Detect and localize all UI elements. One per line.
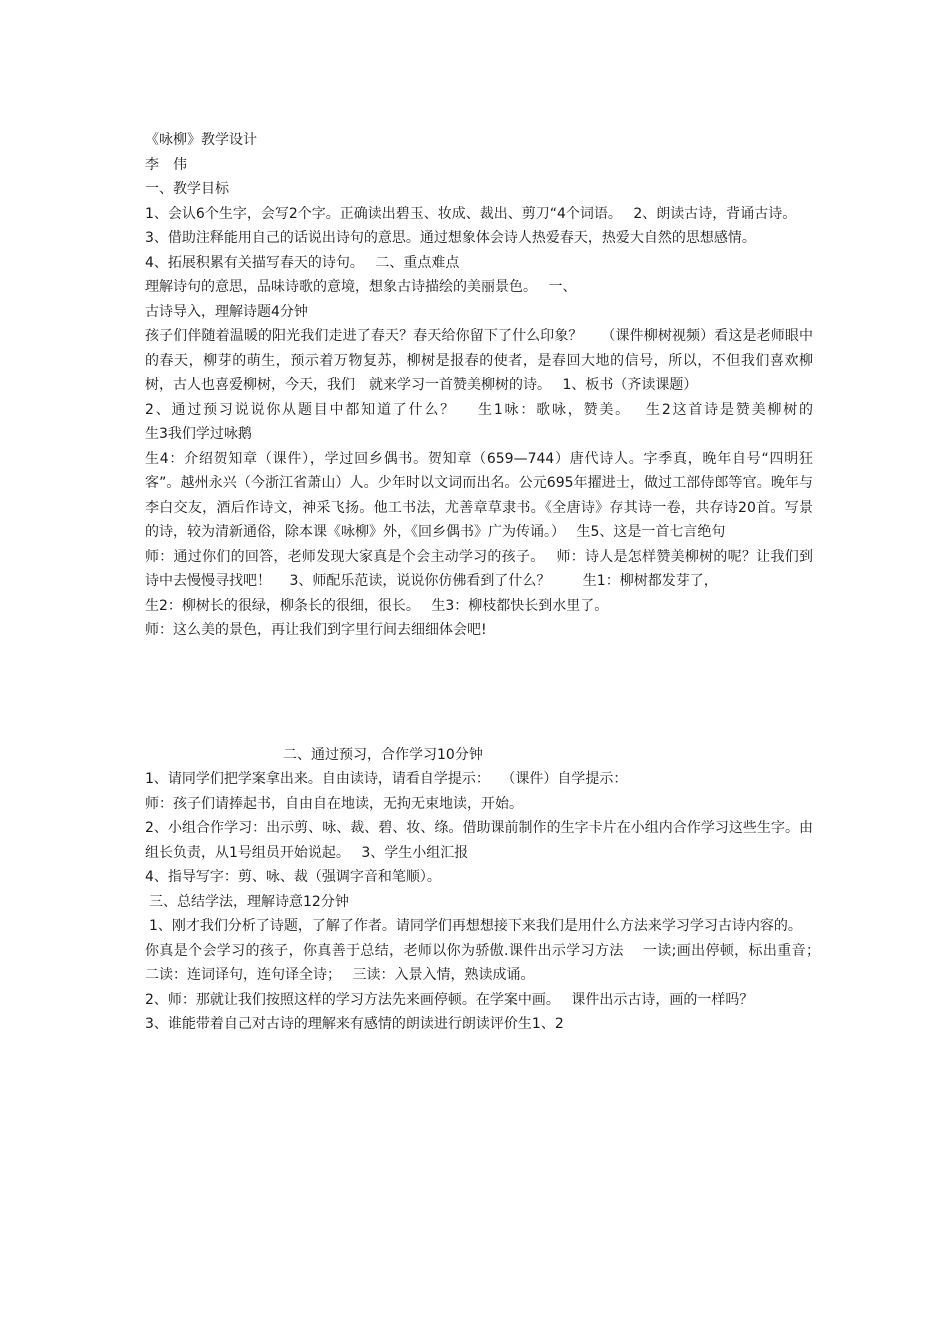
goal-1-2: 1、会认6个生字，会写2个字。正确读出碧玉、妆成、裁出、剪刀“4个词语。 2、朗读古诗，背诵古诗。 xyxy=(145,205,797,222)
writing-guide: 4、指导写字：剪、咏、裁（强调字音和笔顺）。 xyxy=(145,869,441,885)
goal-3: 3、借助注释能用自己的话说出诗句的意思。通过想象体会诗人热爱春天，热爱大自然的思想感情。 xyxy=(145,230,756,246)
key-points-text: 理解诗句的意思，品味诗歌的意境，想象古诗描绘的美丽景色。 一、 xyxy=(145,279,577,295)
self-study-prompt: 1、请同学们把学案拿出来。自由读诗，请看自学提示： （课件）自学提示： xyxy=(145,771,628,787)
section-two-heading: 二、通过预习，合作学习10分钟 xyxy=(283,746,483,763)
section-three-heading: 三、总结学法，理解诗意12分钟 xyxy=(149,893,349,910)
method-summary: 你真是个会学习的孩子，你真善于总结，老师以你为骄傲.课件出示学习方法 一读;画出停顿，标出重音； 二读：连词译句，连句译全诗； 三读：入景入情，熟读成诵。 xyxy=(145,942,832,983)
teacher-transition: 师：这么美的景色，再让我们到字里行间去细细体会吧! xyxy=(145,622,487,638)
pause-marking: 2、师：那就让我们按照这样的学习方法先来画停顿。在学案中画。 课件出示古诗，画的一样吗？ xyxy=(145,991,754,1008)
doc-title: 《咏柳》教学设计 xyxy=(145,132,257,148)
author-intro: 生4：介绍贺知章（课件），学过回乡偶书。贺知章（659—744）唐代诗人。字季真，晚年自号“四明狂客”。越州永兴（今浙江省萧山）人。少年时以文词而出名。公元695年擢进士，做过工部侍郎等官。晚年与李白交友，酒后作诗文，神采飞扬。他工书法，尤善章草隶书。《全唐诗》存其诗一卷，共存诗20首。写景的诗，较为清新通俗，除本课《咏柳》外，《回乡偶书》广为传诵。） 生5、这是一首七言绝句 xyxy=(145,450,813,540)
group-study: 2、小组合作学习：出示剪、咏、裁、碧、妆、绦。借助课前制作的生字卡片在小组内合作学习这些生字。由组长负责，从1号组员开始说起。 3、学生小组汇报 xyxy=(145,820,813,861)
heading-teaching-goals: 一、教学目标 xyxy=(145,181,229,197)
student-answers: 生2：柳树长的很绿，柳条长的很细，很长。 生3：柳枝都快长到水里了。 xyxy=(145,597,609,614)
method-question: 1、刚才我们分析了诗题，了解了作者。请同学们再想想接下来我们是用什么方法来学习学习古诗内容的。 xyxy=(149,918,802,934)
free-reading: 师：孩子们请捧起书，自由自在地读，无拘无束地读，开始。 xyxy=(145,795,523,812)
intro-heading: 古诗导入，理解诗题4分钟 xyxy=(145,303,308,320)
emotional-reading: 3、谁能带着自己对古诗的理解来有感情的朗读进行朗读评价生1、2 xyxy=(145,1016,564,1032)
doc-author: 李 伟 xyxy=(145,156,187,173)
teacher-reading: 师：通过你们的回答，老师发现大家真是个会主动学习的孩子。 师：诗人是怎样赞美柳树的呢？让我们到诗中去慢慢寻找吧！ 3、师配乐范读，说说你仿佛看到了什么？ 生1：柳树都发芽了， xyxy=(145,548,813,589)
document-page xyxy=(145,128,902,1037)
preview-question: 2、通过预习说说你从题目中都知道了什么？ 生1咏：歌咏，赞美。 生2这首诗是赞美柳树的 生3我们学过咏鹅 xyxy=(145,401,902,442)
intro-paragraph: 孩子们伴随着温暖的阳光我们走进了春天？春天给你留下了什么印象？ （课件柳树视频）看这是老师眼中的春天，柳芽的萌生，预示着万物复苏，柳树是报春的使者，是春回大地的信号，所以，不但我们喜欢柳树，古人也喜爱柳树，今天，我们 就来学习一首赞美柳树的诗。 1、板书（齐读课题） xyxy=(145,328,813,393)
page-gap xyxy=(145,643,813,743)
goal-4-key-points: 4、拓展积累有关描写春天的诗句。 二、重点难点 xyxy=(145,254,460,271)
